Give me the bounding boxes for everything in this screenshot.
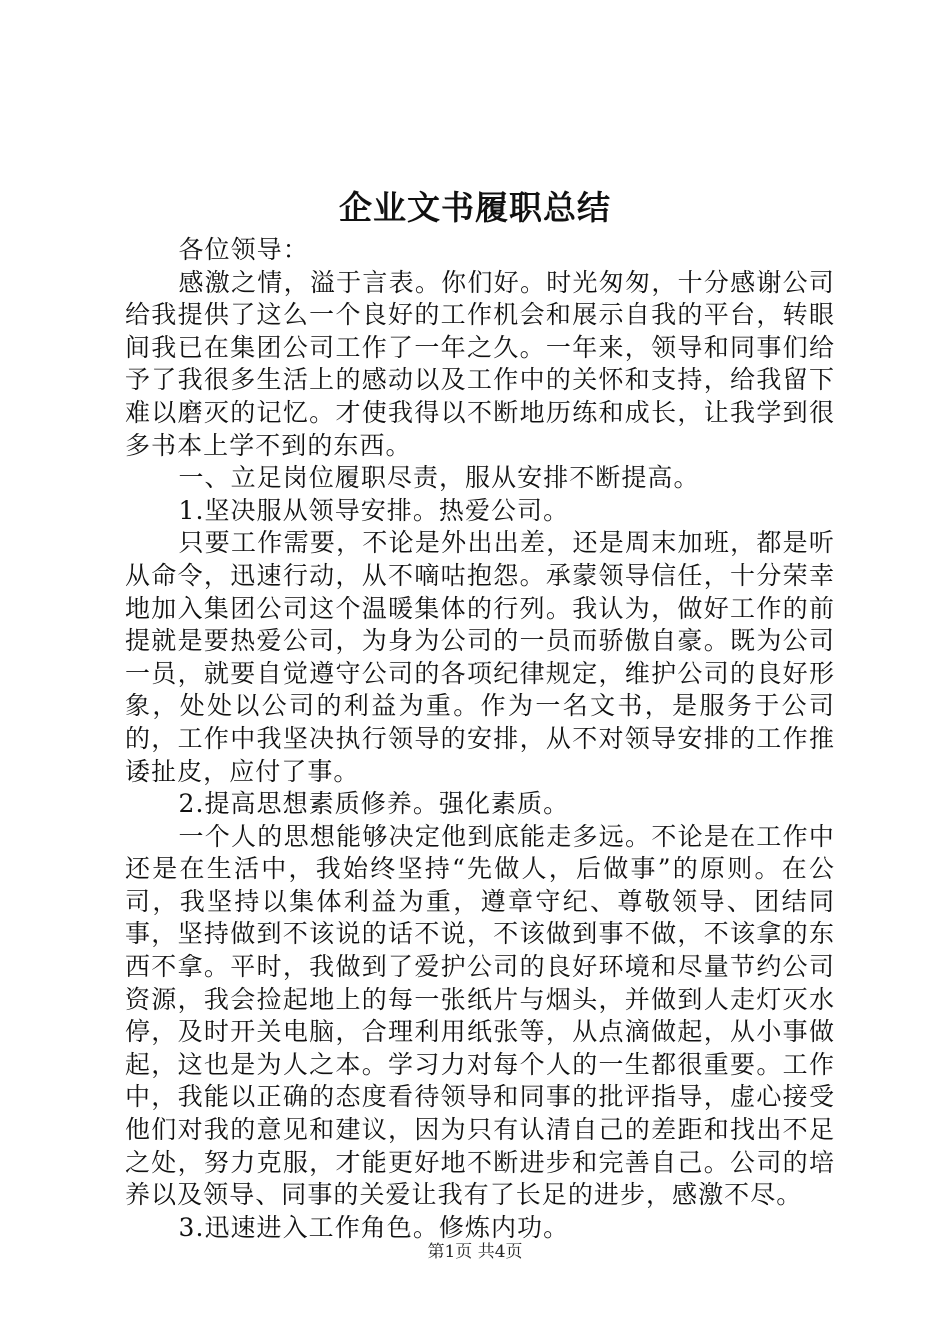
subheading-3: 3.迅速进入工作角色。修炼内功。: [178, 1212, 570, 1242]
document-title: 企业文书履职总结: [339, 188, 611, 227]
subheading-2: 2.提高思想素质修养。强化素质。: [178, 789, 570, 819]
page-number: 第1页 共4页: [427, 1242, 523, 1262]
salutation: 各位领导：: [178, 235, 309, 264]
subheading-1: 1.坚决服从领导安排。热爱公司。: [178, 495, 570, 525]
paragraph-character: 一个人的思想能够决定他到底能走多远。不论是在工作中还是在生活中，我始终坚持“先做人，后做事”的原则。在公司，我坚持以集体利益为重，遵章守纪、尊敬领导、团结同事，坚持做到不该说的话不说，不该做到事不做，不该拿的东西不拿。平时，我做到了爱护公司的良好环境和尽量节约公司资源，我会捡起地上的每一张纸片与烟头，并做到人走灯灭水停，及时开关电脑，合理利用纸张等，从点滴做起，从小事做起，这也是为人之本。学习力对每个人的一生都很重要。工作中，我能以正确的态度看待领导和同事的批评指导，虚心接受他们对我的意见和建议，因为只有认清自己的差距和找出不足之处，努力克服，才能更好地不断进步和完善自己。公司的培养以及领导、同事的关爱让我有了长足的进步，感激不尽。: [125, 821, 835, 1210]
paragraph-intro: 感激之情，溢于言表。你们好。时光匆匆，十分感谢公司给我提供了这么一个良好的工作机会和展示自我的平台，转眼间我已在集团公司工作了一年之久。一年来，领导和同事们给予了我很多生活上的感动以及工作中的关怀和支持，给我留下难以磨灭的记忆。才使我得以不断地历练和成长，让我学到很多书本上学不到的东西。: [125, 267, 835, 460]
paragraph-obedience: 只要工作需要，不论是外出出差，还是周末加班，都是听从命令，迅速行动，从不嘀咕抱怨。承蒙领导信任，十分荣幸地加入集团公司这个温暖集体的行列。我认为，做好工作的前提就是要热爱公司，为身为公司的一员而骄傲自豪。既为公司一员，就要自觉遵守公司的各项纪律规定，维护公司的良好形象，处处以公司的利益为重。作为一名文书，是服务于公司的，工作中我坚决执行领导的安排，从不对领导安排的工作推诿扯皮，应付了事。: [125, 528, 835, 786]
section-heading-1: 一、立足岗位履职尽责，服从安排不断提高。: [178, 463, 700, 493]
document-body: [125, 234, 835, 1244]
